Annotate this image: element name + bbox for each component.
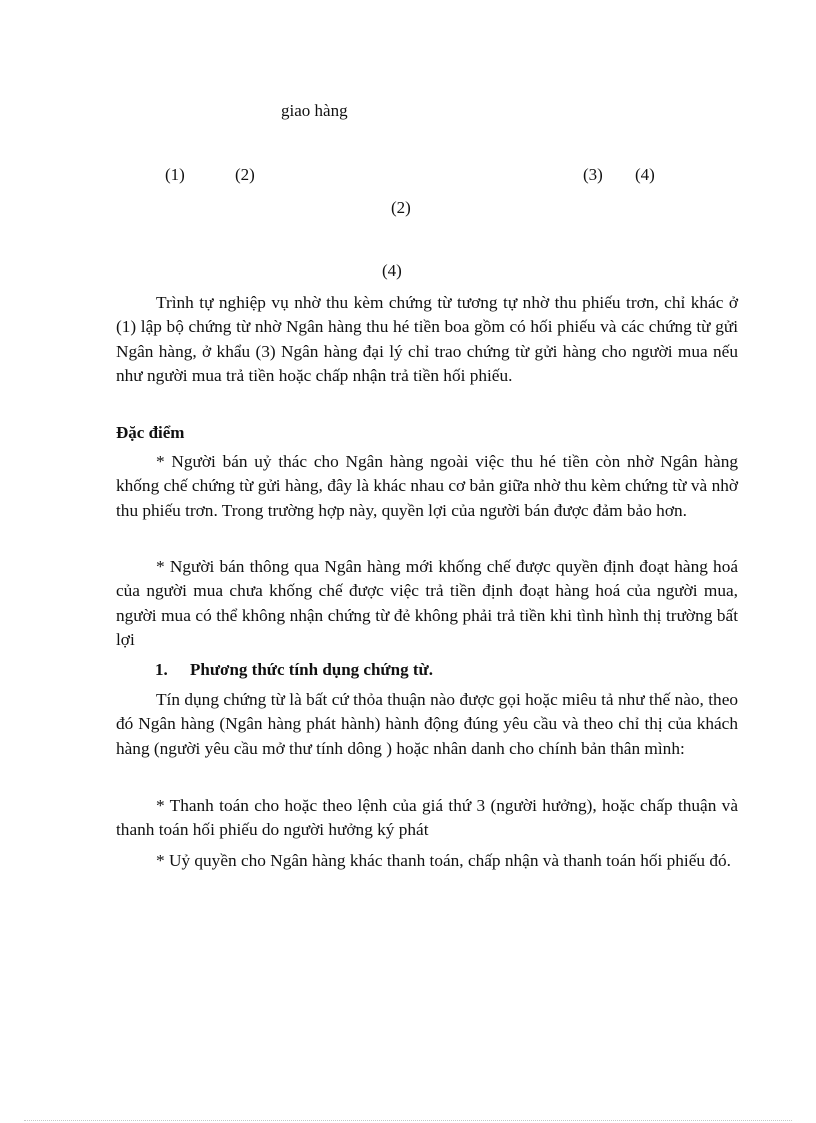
paragraph-point-2: * Uỷ quyền cho Ngân hàng khác thanh toán, chấp nhận và thanh toán hối phiếu đó. xyxy=(156,851,731,870)
heading-features: Đặc điểm xyxy=(116,423,185,442)
paragraph-definition: Tín dụng chứng từ là bất cứ thỏa thuận nào được gọi hoặc miêu tả như thế nào, theo đó Ngân hàng (Ngân hàng phát hành) hành động đúng yêu cầu và theo chỉ thị của khách hàng (người yêu cầu mở thư tính dông ) hoặc nhân danh cho chính bản thân mình: xyxy=(116,690,738,758)
paragraph-feature-1: * Người bán uỷ thác cho Ngân hàng ngoài việc thu hé tiền còn nhờ Ngân hàng khống chế chứng từ gửi hàng, đây là khác nhau cơ bản giữa nhờ thu kèm chứng từ và nhờ thu phiếu trơn. Trong trường hợp này, quyền lợi của người bán được đảm bảo hơn. xyxy=(116,452,738,520)
diagram-caption-delivery: giao hàng xyxy=(281,101,348,120)
footer-divider xyxy=(24,1120,792,1121)
section-title: Phương thức tính dụng chứng từ. xyxy=(190,660,433,679)
diagram-step-label-2: (2) xyxy=(235,165,255,184)
diagram-step-label-4: (4) xyxy=(635,165,655,184)
diagram-step-label-1: (1) xyxy=(165,165,185,184)
section-heading xyxy=(155,658,433,682)
paragraph-point-1: * Thanh toán cho hoặc theo lệnh của giá thứ 3 (người hưởng), hoặc chấp thuận và thanh toán hối phiếu do người hưởng ký phát xyxy=(116,796,738,840)
diagram-step-label-3: (3) xyxy=(583,165,603,184)
section-number: 1. xyxy=(155,660,168,679)
paragraph-intro: Trình tự nghiệp vụ nhờ thu kèm chứng từ tương tự nhờ thu phiếu trơn, chỉ khác ở (1) lập bộ chứng từ nhờ Ngân hàng thu hé tiền boa gồm có hối phiếu và các chứng từ gửi Ngân hàng, ở khẩu (3) Ngân hàng đại lý chỉ trao chứng từ gửi hàng cho người mua nếu như người mua trả tiền hoặc chấp nhận trả tiền hối phiếu. xyxy=(116,293,738,385)
paragraph-feature-2: * Người bán thông qua Ngân hàng mới khống chế được quyền định đoạt hàng hoá của người mua chưa khống chế được việc trả tiền định đoạt hàng hoá của người mua, người mua có thể không nhận chứng từ đẻ không phải trả tiền khi tình hình thị trường bất lợi xyxy=(116,557,738,649)
diagram-step-label-4-center: (4) xyxy=(382,261,402,280)
diagram-step-label-2-center: (2) xyxy=(391,198,411,217)
